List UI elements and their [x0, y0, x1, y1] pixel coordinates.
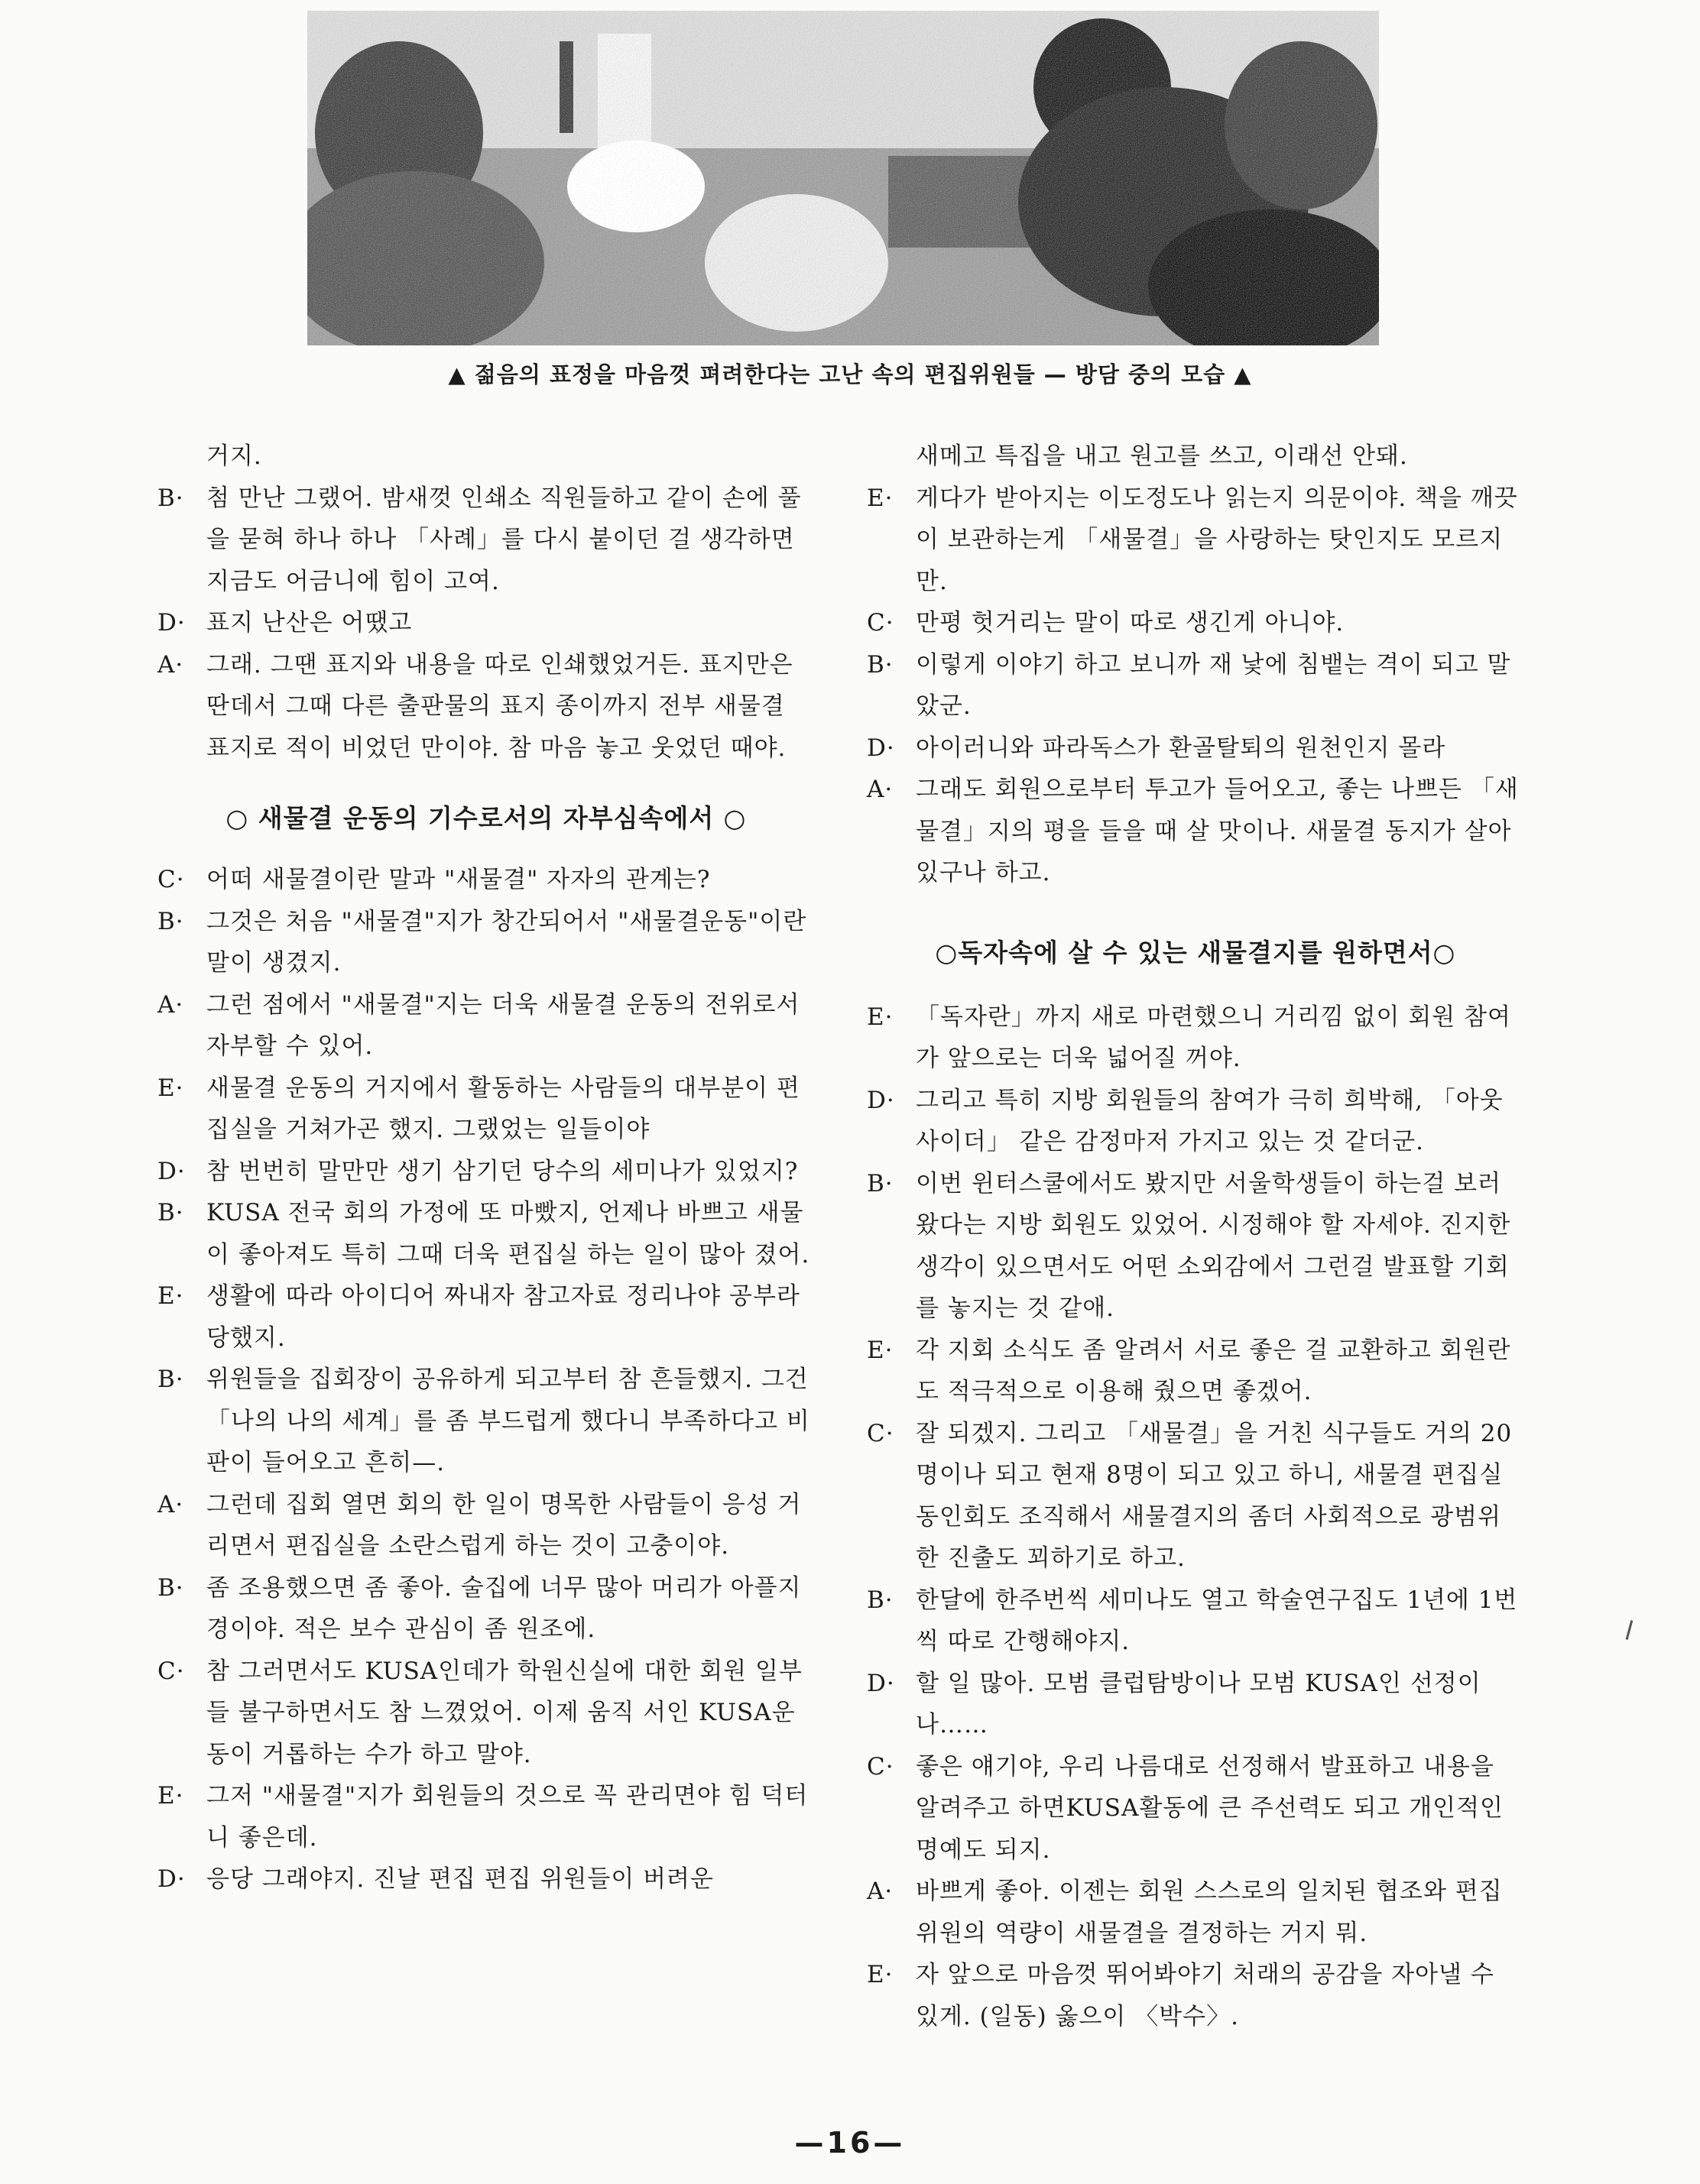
dialogue-line: B· KUSA 전국 회의 가정에 또 마빴지, 언제나 바쁘고 새물이 좋아져도 특히 그때 더욱 편집실 하는 일이 많아 졌어.: [157, 1192, 815, 1275]
speaker-label: B·: [867, 1169, 894, 1197]
dialogue-line: B· 위원들을 집회장이 공유하게 되고부터 참 흔들했지. 그건 「나의 나의 세계」를 좀 부드럽게 했다니 부족하다고 비판이 들어오고 흔히—.: [157, 1359, 815, 1484]
dialogue-line: C· 어떠 새물결이란 말과 "새물결" 자자의 관계는?: [157, 859, 815, 901]
speaker-label: D·: [867, 1669, 895, 1697]
dialogue-line: E· 자 앞으로 마음껏 뛰어봐야기 처래의 공감을 자아낼 수 있게. (일동) 옳으이 〈박수〉.: [867, 1954, 1524, 2037]
dialogue-line: D· 참 번번히 말만만 생기 삼기던 당수의 세미나가 있었지?: [157, 1151, 815, 1193]
speaker-label: B·: [157, 907, 184, 935]
photo: [307, 11, 1379, 345]
speaker-label: A·: [867, 776, 894, 803]
dialogue-line: E· 각 지회 소식도 좀 알려서 서로 좋은 걸 교환하고 회원란도 적극적으로 이용해 줬으면 좋겠어.: [867, 1330, 1524, 1413]
left-intro: [157, 436, 815, 769]
dialogue-line: A· 그런데 집회 열면 회의 한 일이 명목한 사람들이 응성 거리면서 편집실을 소란스럽게 하는 것이 고충이야.: [157, 1484, 815, 1567]
left-column: [157, 436, 815, 1900]
margin-mark: [1626, 1620, 1633, 1640]
speaker-label: C·: [867, 1419, 894, 1447]
speaker-label: D·: [867, 1086, 895, 1114]
dialogue-line: C· 좋은 얘기야, 우리 나름대로 선정해서 발표하고 내용을 알려주고 하면KUSA활동에 큰 주선력도 되고 개인적인 명예도 되지.: [867, 1746, 1524, 1871]
right-column: [867, 436, 1524, 2037]
dialogue-line: E· 새물결 운동의 거지에서 활동하는 사람들의 대부분이 편집실을 거쳐가곤 했지. 그랬었는 일들이야: [157, 1068, 815, 1151]
speaker-label: C·: [157, 1657, 185, 1685]
speaker-label: C·: [867, 1752, 894, 1781]
speaker-label: B·: [867, 650, 894, 679]
dialogue-line: E· 생활에 따라 아이디어 짜내자 참고자료 정리나야 공부라당했지.: [157, 1275, 815, 1359]
speaker-label: B·: [157, 1199, 184, 1226]
dialogue-line: D· 그리고 특히 지방 회원들의 참여가 극히 희박해, 「아웃사이더」 같은 감정마저 가지고 있는 것 같더군.: [867, 1080, 1524, 1163]
section-heading: ○독자속에 살 수 있는 새물결지를 원하면서○: [935, 937, 1456, 967]
dialogue-line: B· 그것은 처음 "새물결"지가 창간되어서 "새물결운동"이란 말이 생겼지.: [157, 901, 815, 984]
dialogue-line: C· 잘 되겠지. 그리고 「새물결」을 거친 식구들도 거의 20명이나 되고 현재 8명이 되고 있고 하니, 새물결 편집실 동인회도 조직해서 새물결지의 좀더 사회적으로 광범위한 진출도 꾀하기로 하고.: [867, 1413, 1524, 1580]
page-number: —16—: [794, 2126, 906, 2160]
speaker-label: D·: [867, 734, 895, 762]
dialogue-line: A· 그래. 그땐 표지와 내용을 따로 인쇄했었거든. 표지만은 딴데서 그때 다른 출판물의 표지 종이까지 전부 새물결 표지로 적이 비었던 만이야. 참 마음 놓고 웃었던 때야.: [157, 644, 815, 770]
speaker-label: D·: [157, 1157, 186, 1185]
speaker-label: A·: [157, 990, 184, 1019]
speaker-label: C·: [867, 609, 894, 637]
speaker-label: B·: [157, 484, 184, 512]
photo-illustration: [307, 11, 1379, 345]
speaker-label: E·: [157, 1782, 184, 1810]
speaker-label: B·: [867, 1586, 894, 1614]
dialogue-line: B· 한달에 한주번씩 세미나도 열고 학술연구집도 1년에 1번씩 따로 간행해야지.: [867, 1580, 1524, 1663]
dialogue-line: E· 그저 "새물결"지가 회원들의 것으로 꼭 관리면야 힘 덕터니 좋은데.: [157, 1775, 815, 1858]
right-dialogue: [867, 996, 1524, 2038]
photo-caption: ▲ 젊음의 표정을 마음껏 펴려한다는 고난 속의 편집위원들 — 방담 중의 모습 ▲: [448, 361, 1252, 387]
dialogue-line: C· 만평 헛거리는 말이 따로 생긴게 아니야.: [867, 602, 1524, 644]
speaker-label: A·: [867, 1878, 894, 1905]
speaker-label: C·: [157, 866, 185, 893]
speaker-label: D·: [157, 609, 186, 637]
speaker-label: D·: [157, 1865, 186, 1893]
dialogue-line: A· 바쁘게 좋아. 이젠는 회원 스스로의 일치된 협조와 편집위원의 역량이 새물결을 결정하는 거지 뭐.: [867, 1871, 1524, 1954]
dialogue-line: 새메고 특집을 내고 원고를 쓰고, 이래선 안돼.: [916, 442, 1408, 470]
speaker-label: E·: [157, 1282, 184, 1310]
right-intro: [867, 436, 1524, 894]
dialogue-line: B· 첨 만난 그랬어. 밤새껏 인쇄소 직원들하고 같이 손에 풀을 묻혀 하나 하나 「사례」를 다시 붙이던 걸 생각하면 지금도 어금니에 힘이 고여.: [157, 478, 815, 603]
left-dialogue: [157, 859, 815, 1900]
speaker-label: E·: [157, 1074, 184, 1102]
dialogue-line: A· 그런 점에서 "새물결"지는 더욱 새물결 운동의 전위로서 자부할 수 있어.: [157, 984, 815, 1068]
dialogue-line: D· 아이러니와 파라독스가 환골탈퇴의 원천인지 몰라: [867, 727, 1524, 770]
speaker-label: B·: [157, 1366, 184, 1393]
dialogue-line: E· 게다가 받아지는 이도정도나 읽는지 의문이야. 책을 깨끗이 보관하는게 「새물결」을 사랑하는 탓인지도 모르지만.: [867, 478, 1524, 603]
dialogue-line: D· 응당 그래야지. 진날 편집 편집 위원들이 버려운: [157, 1858, 815, 1900]
dialogue-line: B· 좀 조용했으면 좀 좋아. 술집에 너무 많아 머리가 아플지경이야. 적은 보수 관심이 좀 원조에.: [157, 1567, 815, 1651]
dialogue-line: E· 「독자란」까지 새로 마련했으니 거리낌 없이 회원 참여가 앞으로는 더욱 넓어질 꺼야.: [867, 996, 1524, 1080]
dialogue-line: D· 표지 난산은 어땠고: [157, 602, 815, 644]
section-heading: ○ 새물결 운동의 기수로서의 자부심속에서 ○: [225, 803, 747, 833]
dialogue-line: A· 그래도 회원으로부터 투고가 들어오고, 좋는 나쁘든 「새물결」지의 평을 들을 때 살 맛이나. 새물결 동지가 살아 있구나 하고.: [867, 769, 1524, 894]
dialogue-line: C· 참 그러면서도 KUSA인데가 학원신실에 대한 회원 일부들 불구하면서도 참 느꼈었어. 이제 움직 서인 KUSA운동이 거롭하는 수가 하고 말야.: [157, 1651, 815, 1776]
speaker-label: A·: [157, 650, 184, 679]
dialogue-line: 거지.: [206, 442, 262, 470]
speaker-label: E·: [867, 1336, 894, 1364]
speaker-label: E·: [867, 1961, 894, 1988]
speaker-label: E·: [867, 484, 894, 512]
dialogue-line: B· 이렇게 이야기 하고 보니까 재 낯에 침뱉는 격이 되고 말았군.: [867, 644, 1524, 727]
speaker-label: B·: [157, 1573, 184, 1602]
speaker-label: A·: [157, 1490, 184, 1518]
dialogue-line: D· 할 일 많아. 모범 클럽탐방이나 모범 KUSA인 선정이나……: [867, 1663, 1524, 1746]
speaker-label: E·: [867, 1003, 894, 1031]
dialogue-line: B· 이번 윈터스쿨에서도 봤지만 서울학생들이 하는걸 보러왔다는 지방 회원도 있었어. 시정해야 할 자세야. 진지한 생각이 있으면서도 어떤 소외감에서 그런걸 발표할 기회를 놓지는 것 같애.: [867, 1163, 1524, 1330]
